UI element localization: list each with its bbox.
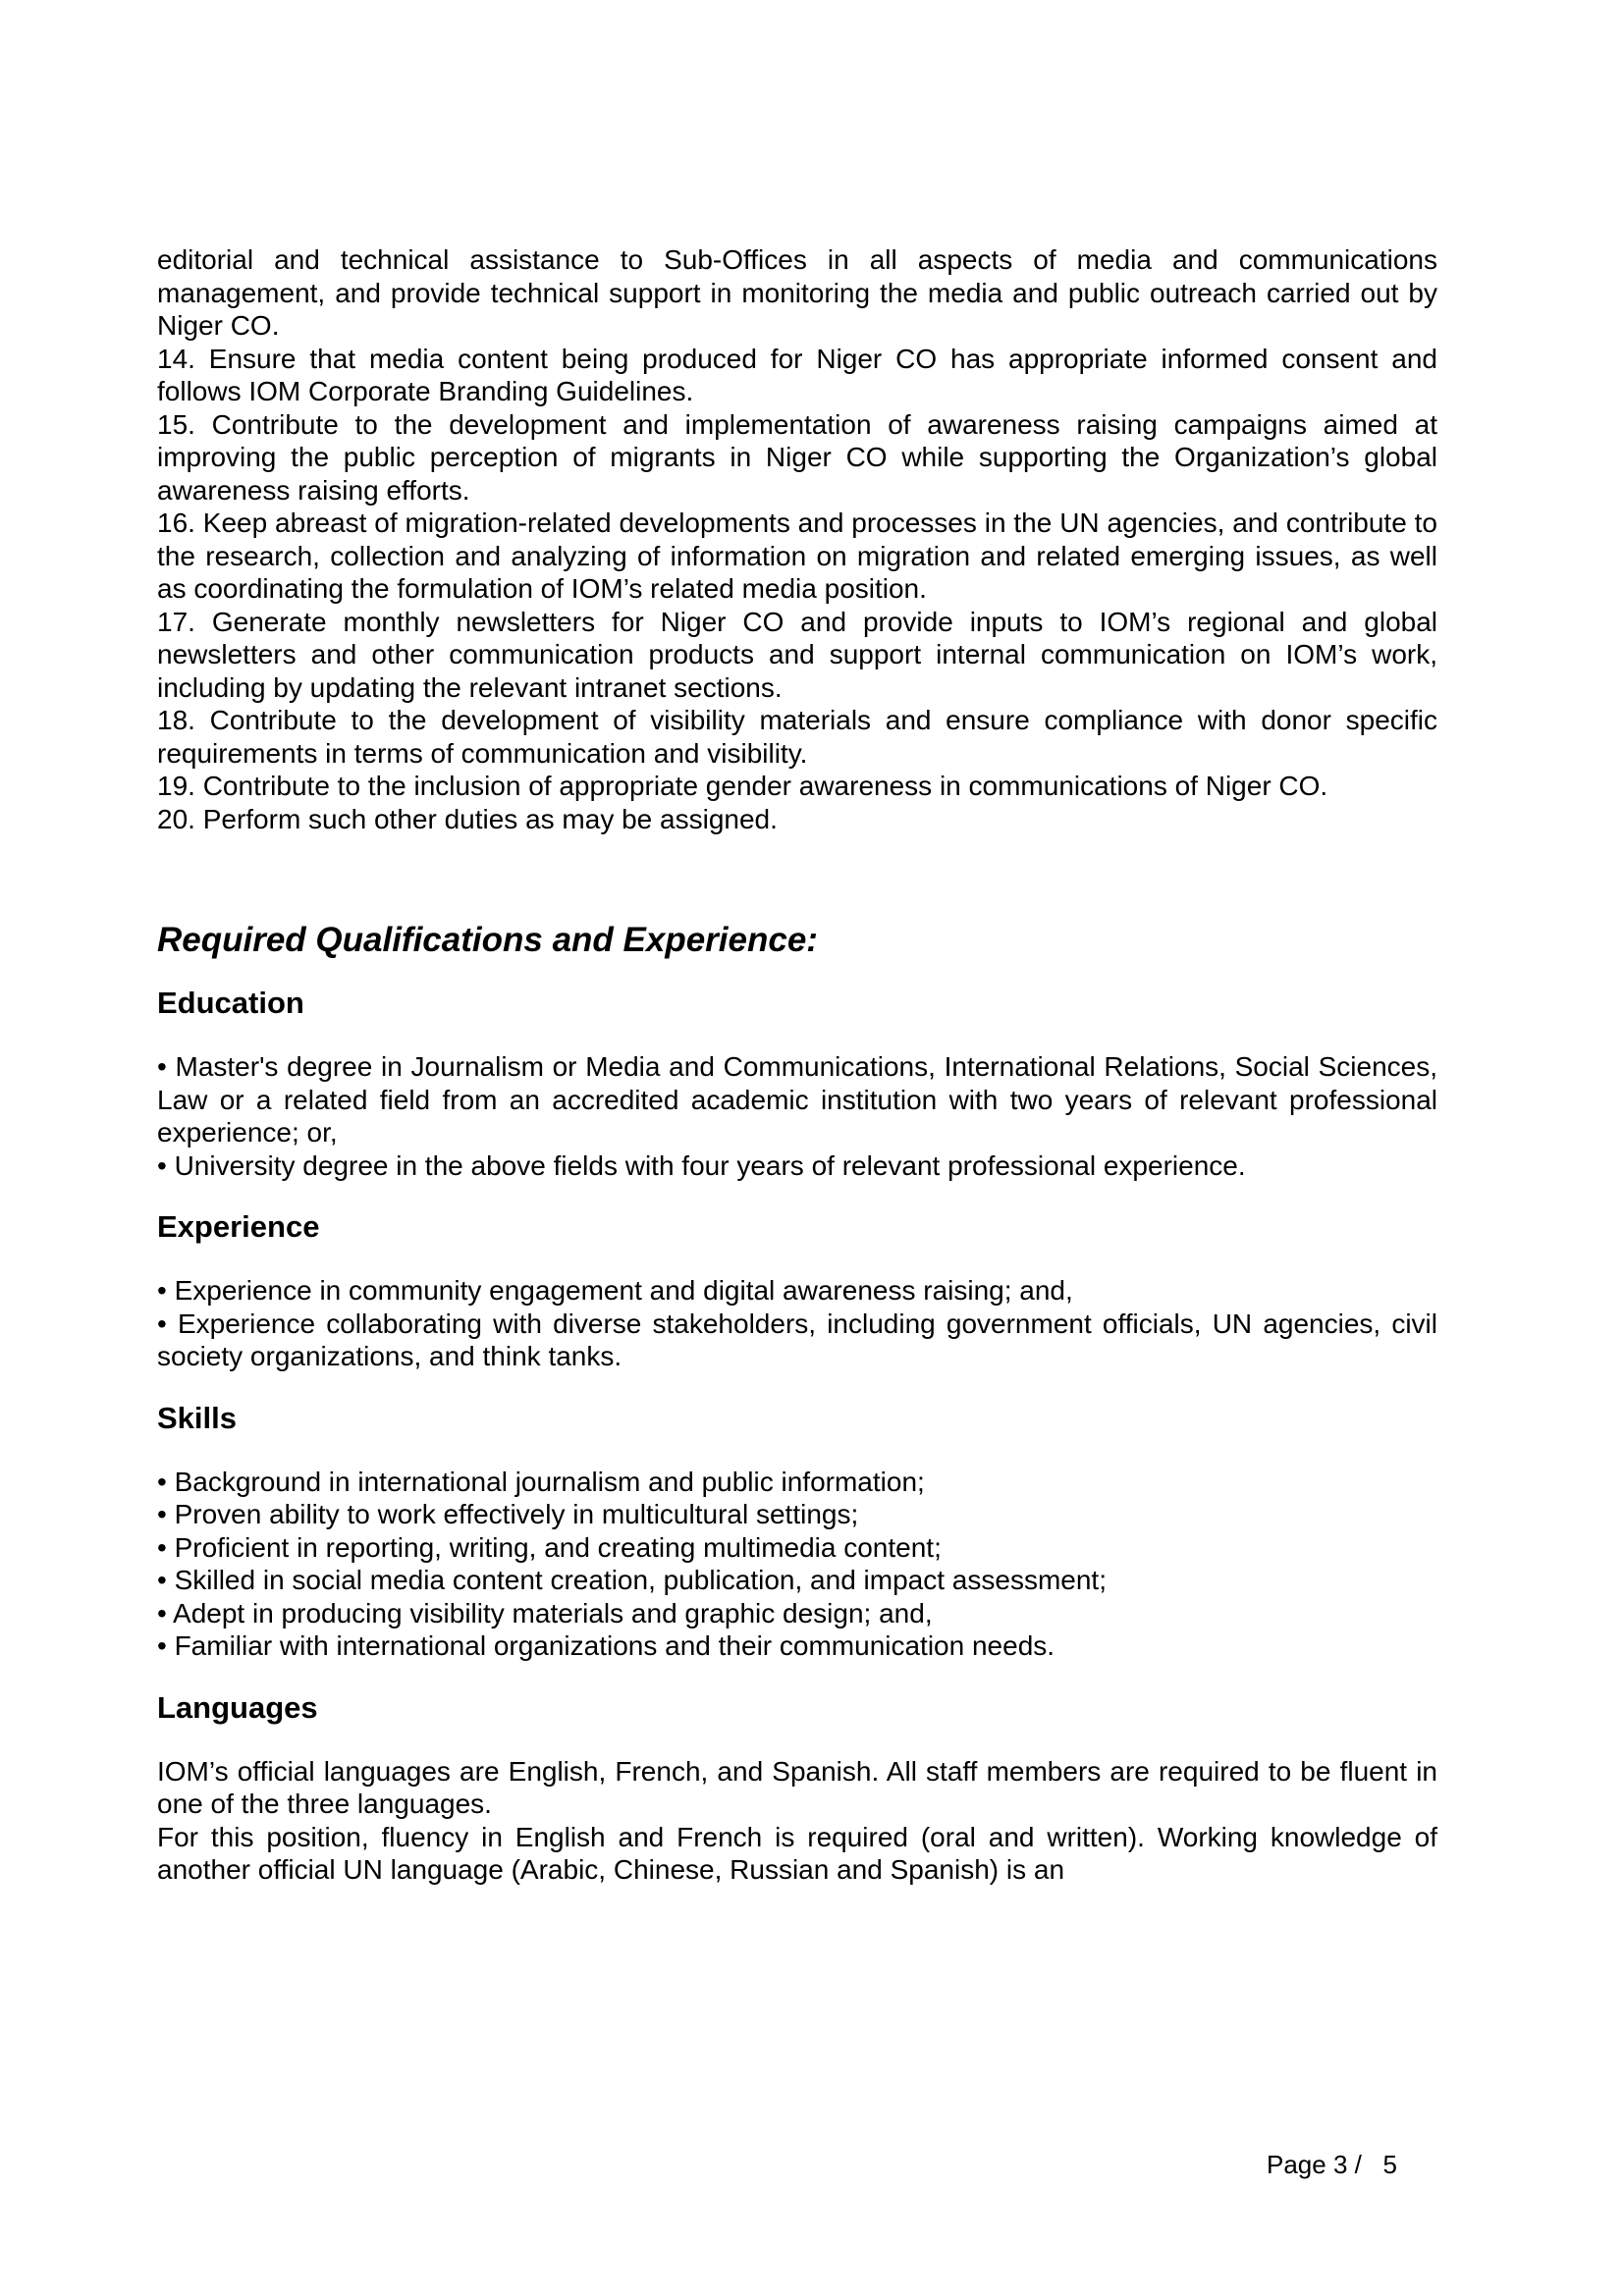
heading-skills: Skills bbox=[157, 1400, 237, 1435]
skills-item: • Skilled in social media content creation, publication, and impact assessment; bbox=[157, 1565, 1107, 1595]
skills-item: • Proficient in reporting, writing, and creating multimedia content; bbox=[157, 1531, 942, 1563]
page-number: Page 3 / 5 bbox=[1267, 2150, 1397, 2179]
paragraph-item-18: 18. Contribute to the development of visibility materials and ensure compliance with donor specific requirements in terms of communication and visibility. bbox=[157, 705, 1437, 769]
section-title-qualifications: Required Qualifications and Experience: bbox=[157, 921, 818, 959]
languages-paragraph-official: IOM’s official languages are English, French, and Spanish. All staff members are required to be fluent in one of the three languages. bbox=[157, 1755, 1437, 1819]
skills-item: • Familiar with international organizations and their communication needs. bbox=[157, 1630, 1055, 1661]
document-page bbox=[157, 243, 1437, 1887]
skills-item: • Background in international journalism and public information; bbox=[157, 1466, 925, 1497]
paragraph-item-19: 19. Contribute to the inclusion of appropriate gender awareness in communications of Niger CO. bbox=[157, 771, 1328, 801]
paragraph-item-14: 14. Ensure that media content being produced for Niger CO has appropriate informed consent and follows IOM Corporate Branding Guidelines. bbox=[157, 343, 1437, 406]
education-item: • University degree in the above fields with four years of relevant professional experience. bbox=[157, 1149, 1246, 1181]
heading-experience: Experience bbox=[157, 1209, 320, 1244]
paragraph-item-15: 15. Contribute to the development and implementation of awareness raising campaigns aimed at improving the public perception of migrants in Niger CO while supporting the Organization’s global awareness raising efforts. bbox=[157, 408, 1437, 506]
paragraph-item-17: 17. Generate monthly newsletters for Niger CO and provide inputs to IOM’s regional and global newsletters and other communication products and support internal communication on IOM’s work, including by updating the relevant intranet sections. bbox=[157, 606, 1437, 703]
experience-item: • Experience collaborating with diverse stakeholders, including government officials, UN agencies, civil society organizations, and think tanks. bbox=[157, 1308, 1437, 1371]
experience-item: • Experience in community engagement and digital awareness raising; and, bbox=[157, 1275, 1073, 1306]
skills-item: • Adept in producing visibility materials and graphic design; and, bbox=[157, 1597, 933, 1629]
education-item: • Master's degree in Journalism or Media and Communications, International Relations, Social Sciences, Law or a related field from an accredited academic institution with two years of relevant professional experience; or, bbox=[157, 1051, 1437, 1148]
skills-list bbox=[157, 1466, 1437, 1663]
paragraph-item-20: 20. Perform such other duties as may be assigned. bbox=[157, 803, 778, 834]
paragraph-editorial-continuation: editorial and technical assistance to Sub-Offices in all aspects of media and communications management, and provide technical support in monitoring the media and public outreach carried out by Niger CO. bbox=[157, 244, 1437, 341]
skills-item: • Proven ability to work effectively in multicultural settings; bbox=[157, 1499, 859, 1529]
heading-education: Education bbox=[157, 986, 304, 1020]
paragraph-item-16: 16. Keep abreast of migration-related developments and processes in the UN agencies, and contribute to the research, collection and analyzing of information on migration and related emerging issues, as well as coordinating the formulation of IOM’s related media position. bbox=[157, 507, 1437, 604]
heading-languages: Languages bbox=[157, 1689, 318, 1725]
education-list bbox=[157, 1050, 1437, 1182]
languages-paragraph-position: For this position, fluency in English and French is required (oral and written). Working knowledge of another official UN language (Arabic, Chinese, Russian and Spanish) is an bbox=[157, 1821, 1437, 1885]
experience-list bbox=[157, 1274, 1437, 1373]
